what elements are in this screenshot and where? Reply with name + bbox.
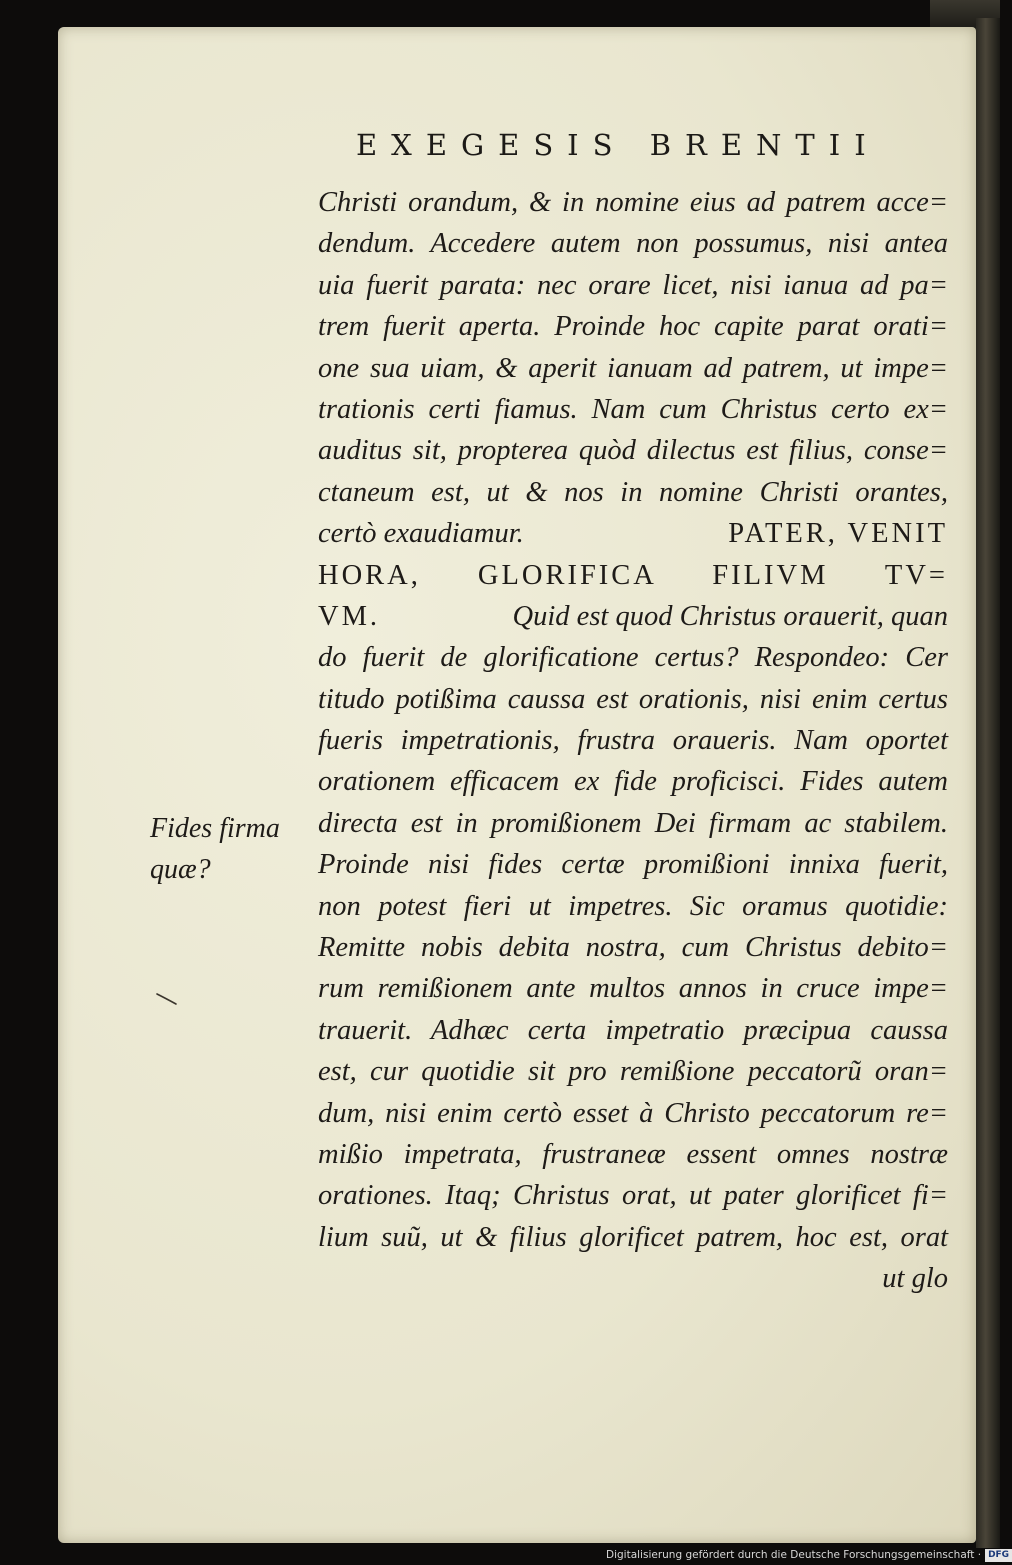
text-line-with-caps: [318, 513, 948, 554]
text-line: orationes. Itaq; Christus orat, ut pater glorificet fi=: [318, 1180, 948, 1212]
text-line: ctaneum est, ut & nos in nomine Christi orantes,: [318, 476, 948, 508]
text-line: dendum. Accedere autem non possumus, nisi antea: [318, 228, 948, 260]
text-line: trationis certi fiamus. Nam cum Christus certo ex=: [318, 393, 948, 425]
text-line: do fuerit de glorificatione certus? Respondeo: Cer: [318, 642, 948, 674]
text-line: dum, nisi enim certò esset à Christo peccatorum re=: [318, 1097, 948, 1129]
text-line: fueris impetrationis, frustra oraueris. Nam oportet: [318, 725, 948, 757]
text-line: est, cur quotidie sit pro remißione peccatorũ oran=: [318, 1056, 948, 1088]
marginal-note-line: Fides firma: [150, 813, 280, 844]
text-line-with-caps: [318, 596, 948, 637]
book-edge-right: [976, 18, 1000, 1548]
text-line: one sua uiam, & aperit ianuam ad patrem, ut impe=: [318, 352, 948, 384]
running-head: EXEGESIS BRENTII: [356, 128, 880, 162]
text-line: Proinde nisi fides certæ promißioni innixa fuerit,: [318, 849, 948, 881]
marginal-note: [150, 808, 310, 890]
text-line: Remitte nobis debita nostra, cum Christus debito=: [318, 932, 948, 964]
text-line: directa est in promißionem Dei firmam ac stabilem.: [318, 807, 948, 839]
text-line: titudo potißima caussa est orationis, nisi enim certus: [318, 683, 948, 715]
text-line-start: certò exaudiamur.: [318, 518, 524, 550]
dfg-logo: DFG: [985, 1549, 1012, 1562]
text-line: mißio impetrata, frustraneæ essent omnes nostræ: [318, 1138, 948, 1170]
text-line: lium suũ, ut & filius glorificet patrem, hoc est, orat: [318, 1221, 948, 1253]
text-line: trem fuerit aperta. Proinde hoc capite parat orati=: [318, 311, 948, 343]
digitization-footer: [606, 1546, 1010, 1564]
text-line: uia fuerit parata: nec orare licet, nisi ianua ad pa=: [318, 269, 948, 301]
catchword: ut glo: [882, 1263, 948, 1295]
pen-mark-icon: [156, 992, 178, 1006]
footer-text: Digitalisierung gefördert durch die Deutsche Forschungsgemeinschaft ·: [606, 1549, 982, 1561]
text-line: trauerit. Adhæc certa impetratio præcipua caussa: [318, 1014, 948, 1046]
marginal-note-line: quæ?: [150, 854, 211, 885]
text-line-rest: Quid est quod Christus orauerit, quan: [512, 600, 948, 632]
text-line: auditus sit, propterea quòd dilectus est filius, conse=: [318, 435, 948, 467]
text-line: non potest fieri ut impetres. Sic oramus quotidie:: [318, 890, 948, 922]
text-line: rum remißionem ante multos annos in cruce impe=: [318, 973, 948, 1005]
text-line: Christi orandum, & in nomine eius ad patrem acce=: [318, 187, 948, 218]
caps-heading-end: VM.: [318, 600, 381, 632]
caps-heading-line: HORA, GLORIFICA FILIVM TV=: [318, 559, 948, 591]
caps-heading-start: PATER, VENIT: [728, 518, 948, 550]
text-line: orationem efficacem ex fide proficisci. Fides autem: [318, 766, 948, 798]
body-text: [318, 182, 948, 1300]
